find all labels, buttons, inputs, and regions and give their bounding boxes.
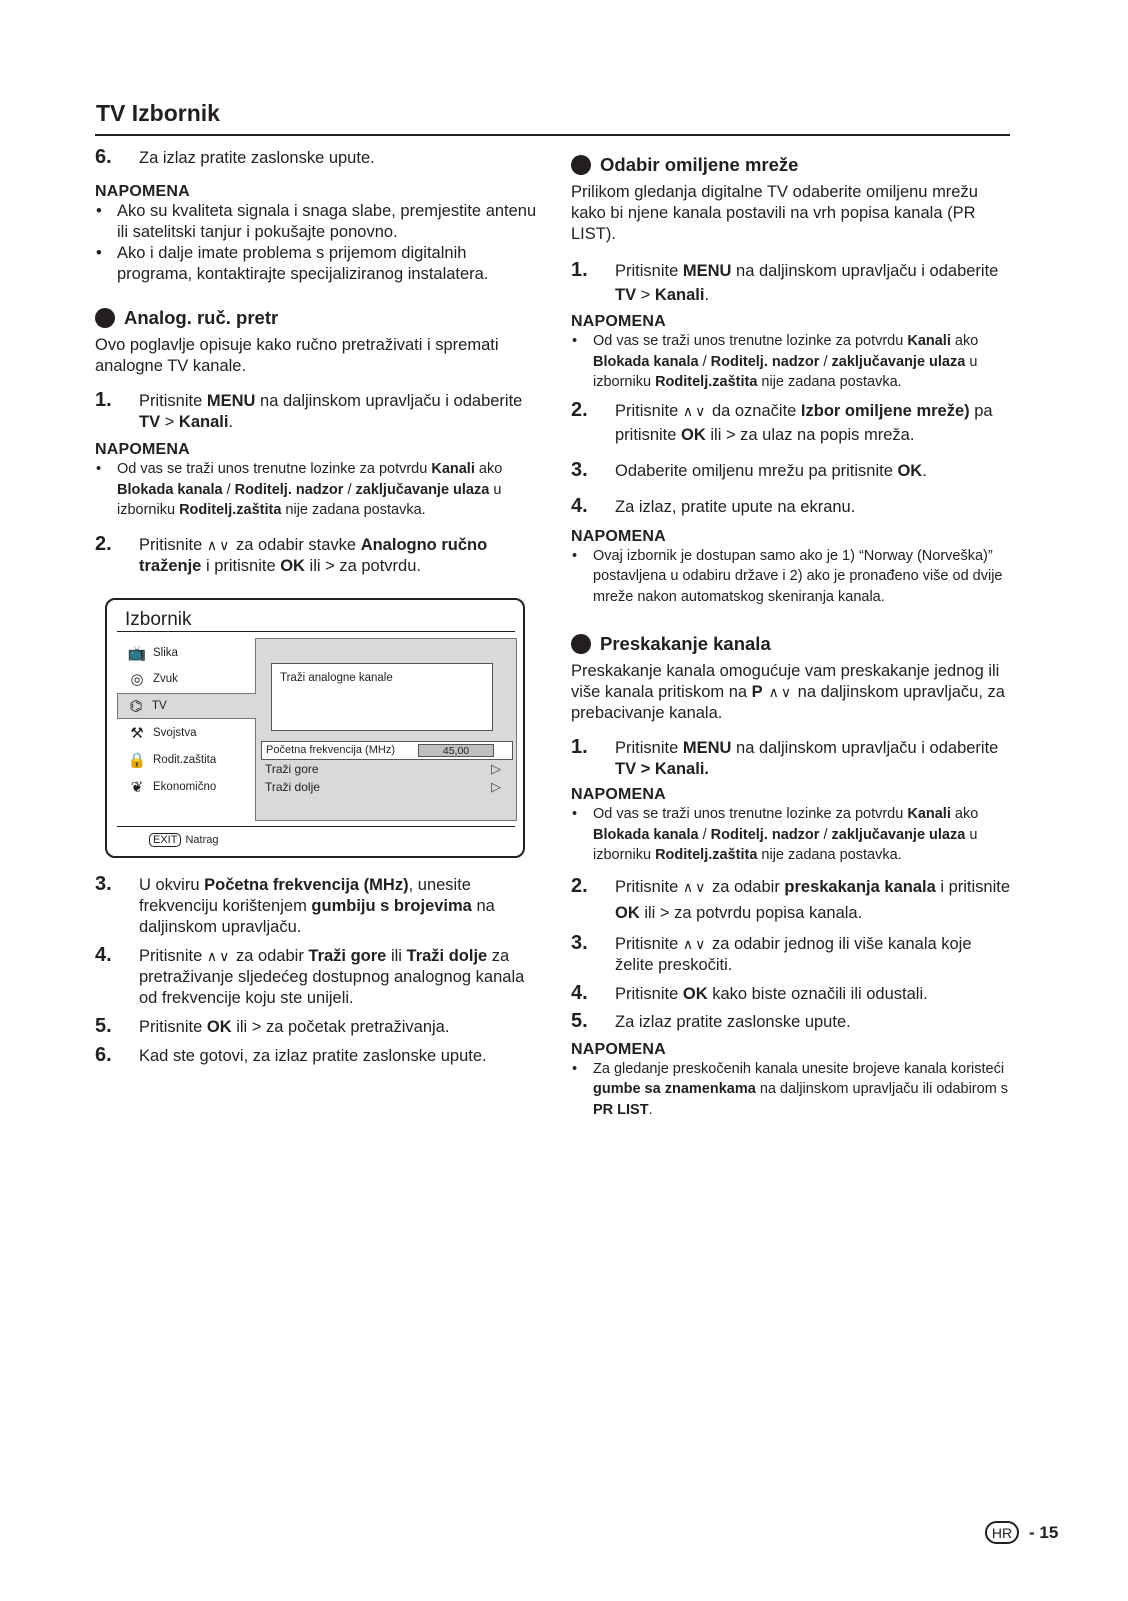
section-intro: Preskakanje kanala omogućuje vam preskakanje jednog ili više kanala pritiskom na P ∧∨ na daljinskom upravljaču, za prebacivanje kanala. <box>571 662 1005 722</box>
note-bullet: • Od vas se traži unos trenutne lozinke za potvrdu Kanali ako Blokada kanala / Roditelj. nadzor / zaključavanje ulaza u izborniku Roditelj.zaštita nije zadana postavka. <box>571 331 1011 393</box>
tv-menu-screenshot <box>105 598 525 858</box>
lock-icon: 🔒 <box>127 751 147 769</box>
section-heading-network: Odabir omiljene mreže <box>571 154 1011 176</box>
page-title: TV Izbornik <box>96 100 220 126</box>
note-password <box>571 313 1011 393</box>
menu-item-ekonomicno[interactable]: ❦ Ekonomično <box>127 778 216 796</box>
step-3: 3. Odaberite omiljenu mrežu pa pritisnite OK. <box>571 458 927 481</box>
frequency-value[interactable]: 45,00 <box>418 744 494 757</box>
note-bullet: • Ovaj izbornik je dostupan samo ako je 1) “Norway (Norveška)” postavljena u odabiru države i 2) ako je pronađeno više od dvije mreže nakon automatskog skeniranja kanala. <box>571 546 1011 608</box>
tools-icon: ⚒ <box>130 724 144 742</box>
section-intro: Prilikom gledanja digitalne TV odaberite omiljenu mrežu kako bi njene kanala postavili na vrh popisa kanala (PR LIST). <box>571 183 978 243</box>
note-skipped-channels <box>571 1041 1011 1121</box>
step-text: Za izlaz pratite zaslonske upute. <box>139 149 375 167</box>
page-footer <box>985 1521 1058 1544</box>
menu-item-tv[interactable]: ⌬ TV <box>117 693 256 719</box>
note-password <box>571 786 1011 866</box>
right-column <box>571 146 1011 1120</box>
step-1: 1. Pritisnite MENU na daljinskom upravljaču i odaberite TV > Kanali. <box>95 389 523 431</box>
note-bullet: • Za gledanje preskočenih kanala unesite brojeve kanala koristeći gumbe sa znamenkama na daljinskom upravljaču ili odabirom s PR LIST. <box>571 1059 1011 1121</box>
menu-rule <box>117 631 515 632</box>
note-bullet: • Ako i dalje imate problema s prijemom digitalnih programa, kontaktirajte specijaliziranog instalatera. <box>95 243 540 285</box>
note-heading: NAPOMENA <box>95 183 190 200</box>
up-down-arrows-icon: ∧∨ <box>682 935 708 952</box>
note-password <box>95 441 540 521</box>
up-down-arrows-icon: ∧∨ <box>762 684 794 700</box>
tv-picture-icon: 📺 <box>127 644 147 662</box>
bullet-dot-icon <box>571 155 591 175</box>
step-3: 3. U okviru Početna frekvencija (MHz), unesite frekvenciju korištenjem gumbiju s brojevima na daljinskom upravljaču. <box>95 872 495 936</box>
note-heading: NAPOMENA <box>571 1040 666 1058</box>
note-heading: NAPOMENA <box>571 527 666 545</box>
menu-item-svojstva[interactable]: ⚒ Svojstva <box>127 724 196 742</box>
note-bullet: • Od vas se traži unos trenutne lozinke za potvrdu Kanali ako Blokada kanala / Roditelj. nadzor / zaključavanje ulaza u izborniku Roditelj.zaštita nije zadana postavka. <box>95 459 540 521</box>
step-1: 1. Pritisnite MENU na daljinskom upravljaču i odaberite TV > Kanali. <box>571 259 999 304</box>
menu-item-rodit-zastita[interactable]: 🔒 Rodit.zaštita <box>127 751 217 769</box>
menu-panel <box>255 638 517 821</box>
exit-key-icon: EXIT <box>149 833 181 847</box>
step-4: 4. Pritisnite ∧∨ za odabir Traži gore ili Traži dolje za pretraživanje sljedećeg dostupnog analognog kanala od frekvencije koju ste unijeli. <box>95 943 525 1007</box>
section-intro: Ovo poglavlje opisuje kako ručno pretraživati i spremati analogne TV kanale. <box>95 336 499 375</box>
bullet-dot-icon <box>571 634 591 654</box>
title-rule <box>95 134 1010 136</box>
leaf-icon: ❦ <box>130 778 144 796</box>
step-3: 3. Pritisnite ∧∨ za odabir jednog ili više kanala koje želite preskočiti. <box>571 931 972 974</box>
section-heading-analog: Analog. ruč. pretr <box>95 307 540 329</box>
start-frequency-row[interactable]: Početna frekvencija (MHz) 45,00 <box>261 741 513 760</box>
step-2: 2. Pritisnite ∧∨ da označite Izbor omiljene mreže) pa pritisnite OK ili > za ulaz na popis mreža. <box>571 398 993 444</box>
up-down-arrows-icon: ∧∨ <box>682 878 708 895</box>
search-up-row[interactable]: Traži gore ▷ <box>265 760 501 776</box>
note-heading: NAPOMENA <box>95 441 190 458</box>
note-heading: NAPOMENA <box>571 313 666 330</box>
note-signal <box>95 183 540 285</box>
up-down-arrows-icon: ∧∨ <box>206 947 232 964</box>
up-down-arrows-icon: ∧∨ <box>682 402 708 419</box>
step-6b: 6. Kad ste gotovi, za izlaz pratite zaslonske upute. <box>95 1043 487 1066</box>
step-2: 2. Pritisnite ∧∨ za odabir stavke Analogno ručno traženje i pritisnite OK ili > za potvrdu. <box>95 532 488 575</box>
step-5: 5. Pritisnite OK ili > za početak pretraživanja. <box>95 1014 450 1037</box>
page-number: - 15 <box>1029 1522 1059 1542</box>
speaker-icon: ◎ <box>130 670 144 688</box>
menu-bottom-rule <box>117 826 515 827</box>
up-down-arrows-icon: ∧∨ <box>206 536 232 553</box>
note-norway <box>571 528 1011 608</box>
satellite-dish-icon: ⌬ <box>129 697 143 715</box>
step-1: 1. Pritisnite MENU na daljinskom upravljaču i odaberite TV > Kanali. <box>571 736 999 778</box>
step-4: 4. Pritisnite OK kako biste označili ili odustali. <box>571 981 928 1004</box>
step-4: 4. Za izlaz, pratite upute na ekranu. <box>571 494 856 517</box>
step-6: 6. Za izlaz pratite zaslonske upute. <box>95 146 375 168</box>
section-heading-skip: Preskakanje kanala <box>571 633 1011 655</box>
menu-item-slika[interactable]: 📺 Slika <box>127 644 178 662</box>
bullet-dot-icon <box>95 308 115 328</box>
step-2: 2. Pritisnite ∧∨ za odabir preskakanja kanala i pritisnite OK ili > za potvrdu popisa kanala. <box>571 874 1011 922</box>
note-bullet: • Od vas se traži unos trenutne lozinke za potvrdu Kanali ako Blokada kanala / Roditelj. nadzor / zaključavanje ulaza u izborniku Roditelj.zaštita nije zadana postavka. <box>571 804 1011 866</box>
menu-item-zvuk[interactable]: ◎ Zvuk <box>127 670 178 688</box>
note-bullet: • Ako su kvaliteta signala i snaga slabe, premjestite antenu ili satelitski tanjur i pokušajte ponovno. <box>95 201 540 243</box>
step-5: 5. Za izlaz pratite zaslonske upute. <box>571 1009 851 1032</box>
menu-title: Izbornik <box>125 608 192 630</box>
language-badge: HR <box>985 1521 1019 1544</box>
note-heading: NAPOMENA <box>571 786 666 803</box>
search-analog-box: Traži analogne kanale <box>271 663 493 731</box>
search-down-row[interactable]: Traži dolje ▷ <box>265 778 501 794</box>
play-arrow-icon: ▷ <box>491 760 501 776</box>
play-arrow-icon: ▷ <box>491 778 501 794</box>
exit-back-hint[interactable]: EXIT Natrag <box>149 833 218 847</box>
left-column <box>95 146 540 1067</box>
